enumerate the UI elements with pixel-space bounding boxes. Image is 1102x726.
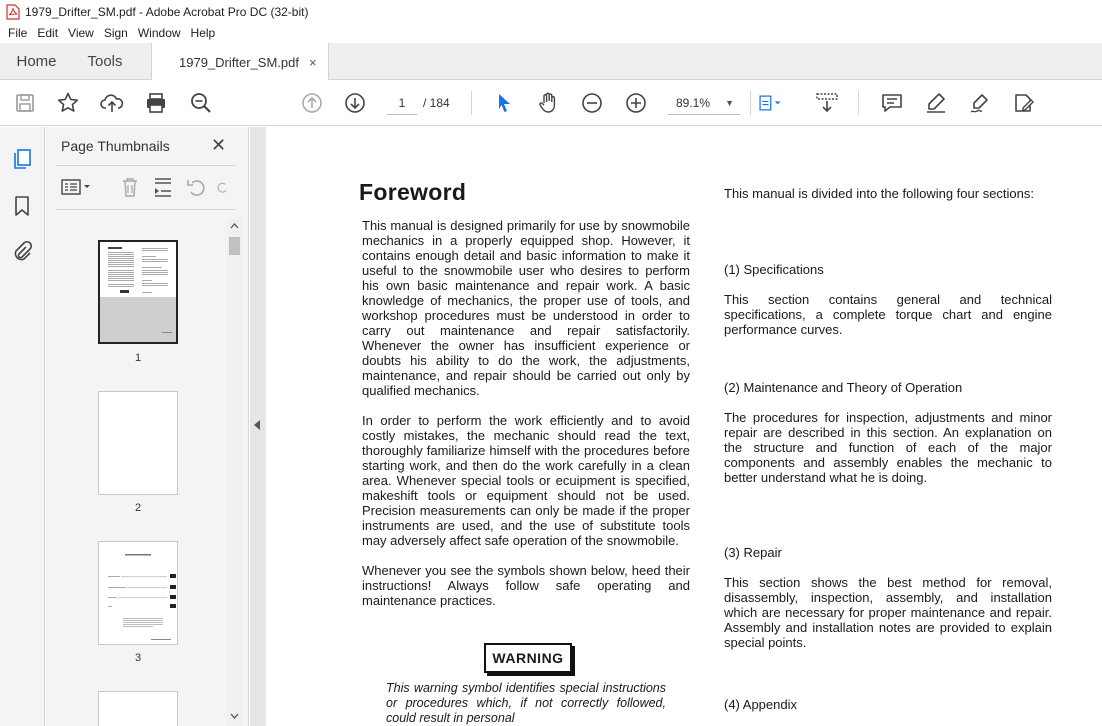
section-title: (3) Repair — [724, 545, 782, 560]
bookmark-icon[interactable] — [9, 193, 35, 219]
hand-icon[interactable] — [535, 90, 561, 116]
toolbar-separator — [471, 91, 472, 115]
page-up-icon[interactable] — [299, 90, 325, 116]
options-menu-icon[interactable] — [58, 175, 94, 199]
section-body: This section shows the best method for removal, disassembly, inspection, assembly, and installation which are necessary for proper maintenance and repair. Assembly and installation notes are provided to explain special points. — [724, 575, 1052, 650]
menu-window[interactable]: Window — [137, 26, 181, 40]
section-repair — [724, 545, 1052, 650]
divider — [56, 165, 236, 166]
menu-edit[interactable]: Edit — [37, 26, 59, 40]
menu-bar — [0, 23, 1102, 43]
tab-tools[interactable]: Tools — [87, 53, 123, 70]
search-zoom-icon[interactable] — [188, 90, 214, 116]
thumbnail-label: 1 — [134, 352, 142, 364]
toolbar-separator — [858, 91, 859, 115]
panel-title: Page Thumbnails — [61, 138, 170, 154]
intro-text: This manual is divided into the following four sections: — [724, 186, 1034, 201]
page-down-icon[interactable] — [342, 90, 368, 116]
document-page — [266, 127, 1102, 726]
fill-sign-icon[interactable] — [1011, 90, 1037, 116]
section-body: This section contains general and technical specifications, a complete torque chart and engine performance curves. — [724, 292, 1052, 337]
warning-symbol: WARNING — [484, 643, 572, 673]
section-body: The procedures for inspection, adjustments and minor repair are described in this section. An explanation on the structure and function of each of the major components and assembly enables the mechanic to better understand what he is doing. — [724, 410, 1052, 485]
section-maintenance — [724, 380, 1052, 485]
sign-icon[interactable] — [967, 90, 993, 116]
thumbnail-page-4[interactable] — [98, 691, 178, 726]
tab-document[interactable] — [151, 43, 329, 81]
print-icon[interactable] — [143, 90, 169, 116]
chevron-left-icon — [254, 420, 260, 430]
zoom-in-icon[interactable] — [623, 90, 649, 116]
save-icon[interactable] — [12, 90, 38, 116]
window-title: 1979_Drifter_SM.pdf - Adobe Acrobat Pro DC (32-bit) — [25, 4, 309, 19]
scroll-down-icon[interactable] — [227, 709, 242, 723]
thumbnail-label: 3 — [134, 652, 142, 664]
tab-home[interactable]: Home — [16, 53, 57, 70]
menu-help[interactable]: Help — [190, 26, 216, 40]
insert-page-icon[interactable] — [151, 175, 175, 199]
document-heading: Foreword — [359, 179, 467, 205]
chevron-down-icon: ▼ — [725, 98, 734, 108]
main-toolbar — [0, 80, 1102, 126]
redo-icon[interactable] — [216, 175, 230, 199]
thumbnail-page-2[interactable] — [98, 391, 178, 495]
highlight-icon[interactable] — [923, 90, 949, 116]
left-column — [362, 218, 690, 623]
tab-row — [0, 43, 1102, 80]
zoom-select[interactable] — [668, 91, 740, 115]
thumbnail-page-3[interactable] — [98, 541, 178, 645]
page-number-input[interactable]: 1 — [387, 91, 417, 115]
section-title: (1) Specifications — [724, 262, 824, 277]
section-title: (4) Appendix — [724, 697, 797, 712]
page-thumbnails-icon[interactable] — [9, 146, 35, 172]
section-specifications — [724, 262, 1052, 337]
zoom-value: 89.1% — [676, 96, 711, 110]
tab-close-icon[interactable]: × — [308, 54, 317, 70]
menu-view[interactable]: View — [68, 26, 94, 40]
zoom-out-icon[interactable] — [579, 90, 605, 116]
scroll-up-icon[interactable] — [227, 219, 242, 233]
tab-document-label: 1979_Drifter_SM.pdf — [179, 54, 299, 70]
attachment-icon[interactable] — [9, 239, 35, 265]
thumbnail-page-1[interactable] — [98, 240, 178, 344]
title-bar — [0, 0, 1102, 23]
section-title: (2) Maintenance and Theory of Operation — [724, 380, 963, 395]
menu-file[interactable]: File — [8, 26, 28, 40]
delete-icon[interactable] — [118, 175, 142, 199]
page-thumbnails-panel — [46, 127, 249, 726]
section-appendix — [724, 697, 1052, 712]
thumbnail-scrollbar[interactable] — [227, 219, 242, 726]
warning-text: This warning symbol identifies special instructions or procedures which, if not correctly followed, could result in personal — [386, 681, 666, 725]
divider — [56, 209, 236, 210]
navigation-rail — [0, 127, 45, 726]
paragraph: In order to perform the work efficiently and to avoid costly mistakes, the mechanic should read the text, thoroughly familiarize himself with the procedures before starting work, and then do the work carefully in a clean area. Whenever special tools or ecuipment is specified, makeshift tools or equipment should not be used. Precision measurements can only be made if the proper instruments are used, and the use of substitute tools may adversely affect safe operation of the snowmobile. — [362, 413, 690, 548]
page-total: / 184 — [423, 96, 450, 110]
scrollbar-thumb[interactable] — [229, 237, 240, 255]
star-icon[interactable] — [55, 90, 81, 116]
comment-icon[interactable] — [879, 90, 905, 116]
pdf-file-icon — [6, 4, 20, 20]
paragraph: This manual is designed primarily for use by snowmobile mechanics in a properly equipped shop. However, it contains enough detail and basic information to make it useful to the snowmobile user who desires to perform his own basic maintenance and repair work. A basic knowledge of mechanics, the proper use of tools, and workshop procedures must be understood in order to carry out maintenance and repair satisfactorily. Whenever the owner has insufficient experience or doubts his ability to do the work, the adjustments, maintenance, and repair should be carried out only by qualified mechanics. — [362, 218, 690, 398]
toolbar-separator — [750, 91, 751, 115]
scroll-mode-icon[interactable] — [814, 90, 840, 116]
thumbnail-tools — [56, 175, 246, 199]
close-icon[interactable]: ✕ — [211, 135, 227, 155]
select-cursor-icon[interactable] — [491, 90, 517, 116]
page-1-preview — [100, 242, 176, 342]
paragraph: Whenever you see the symbols shown below, heed their instructions! Always follow safe operating and maintenance practices. — [362, 563, 690, 608]
fit-page-icon[interactable] — [757, 90, 783, 116]
page-3-preview — [99, 542, 177, 644]
menu-sign[interactable]: Sign — [103, 26, 128, 40]
panel-collapse-handle[interactable] — [250, 127, 266, 726]
document-viewport[interactable] — [266, 127, 1102, 726]
thumbnail-label: 2 — [134, 502, 142, 514]
undo-icon[interactable] — [184, 175, 208, 199]
upload-icon[interactable] — [99, 90, 125, 116]
